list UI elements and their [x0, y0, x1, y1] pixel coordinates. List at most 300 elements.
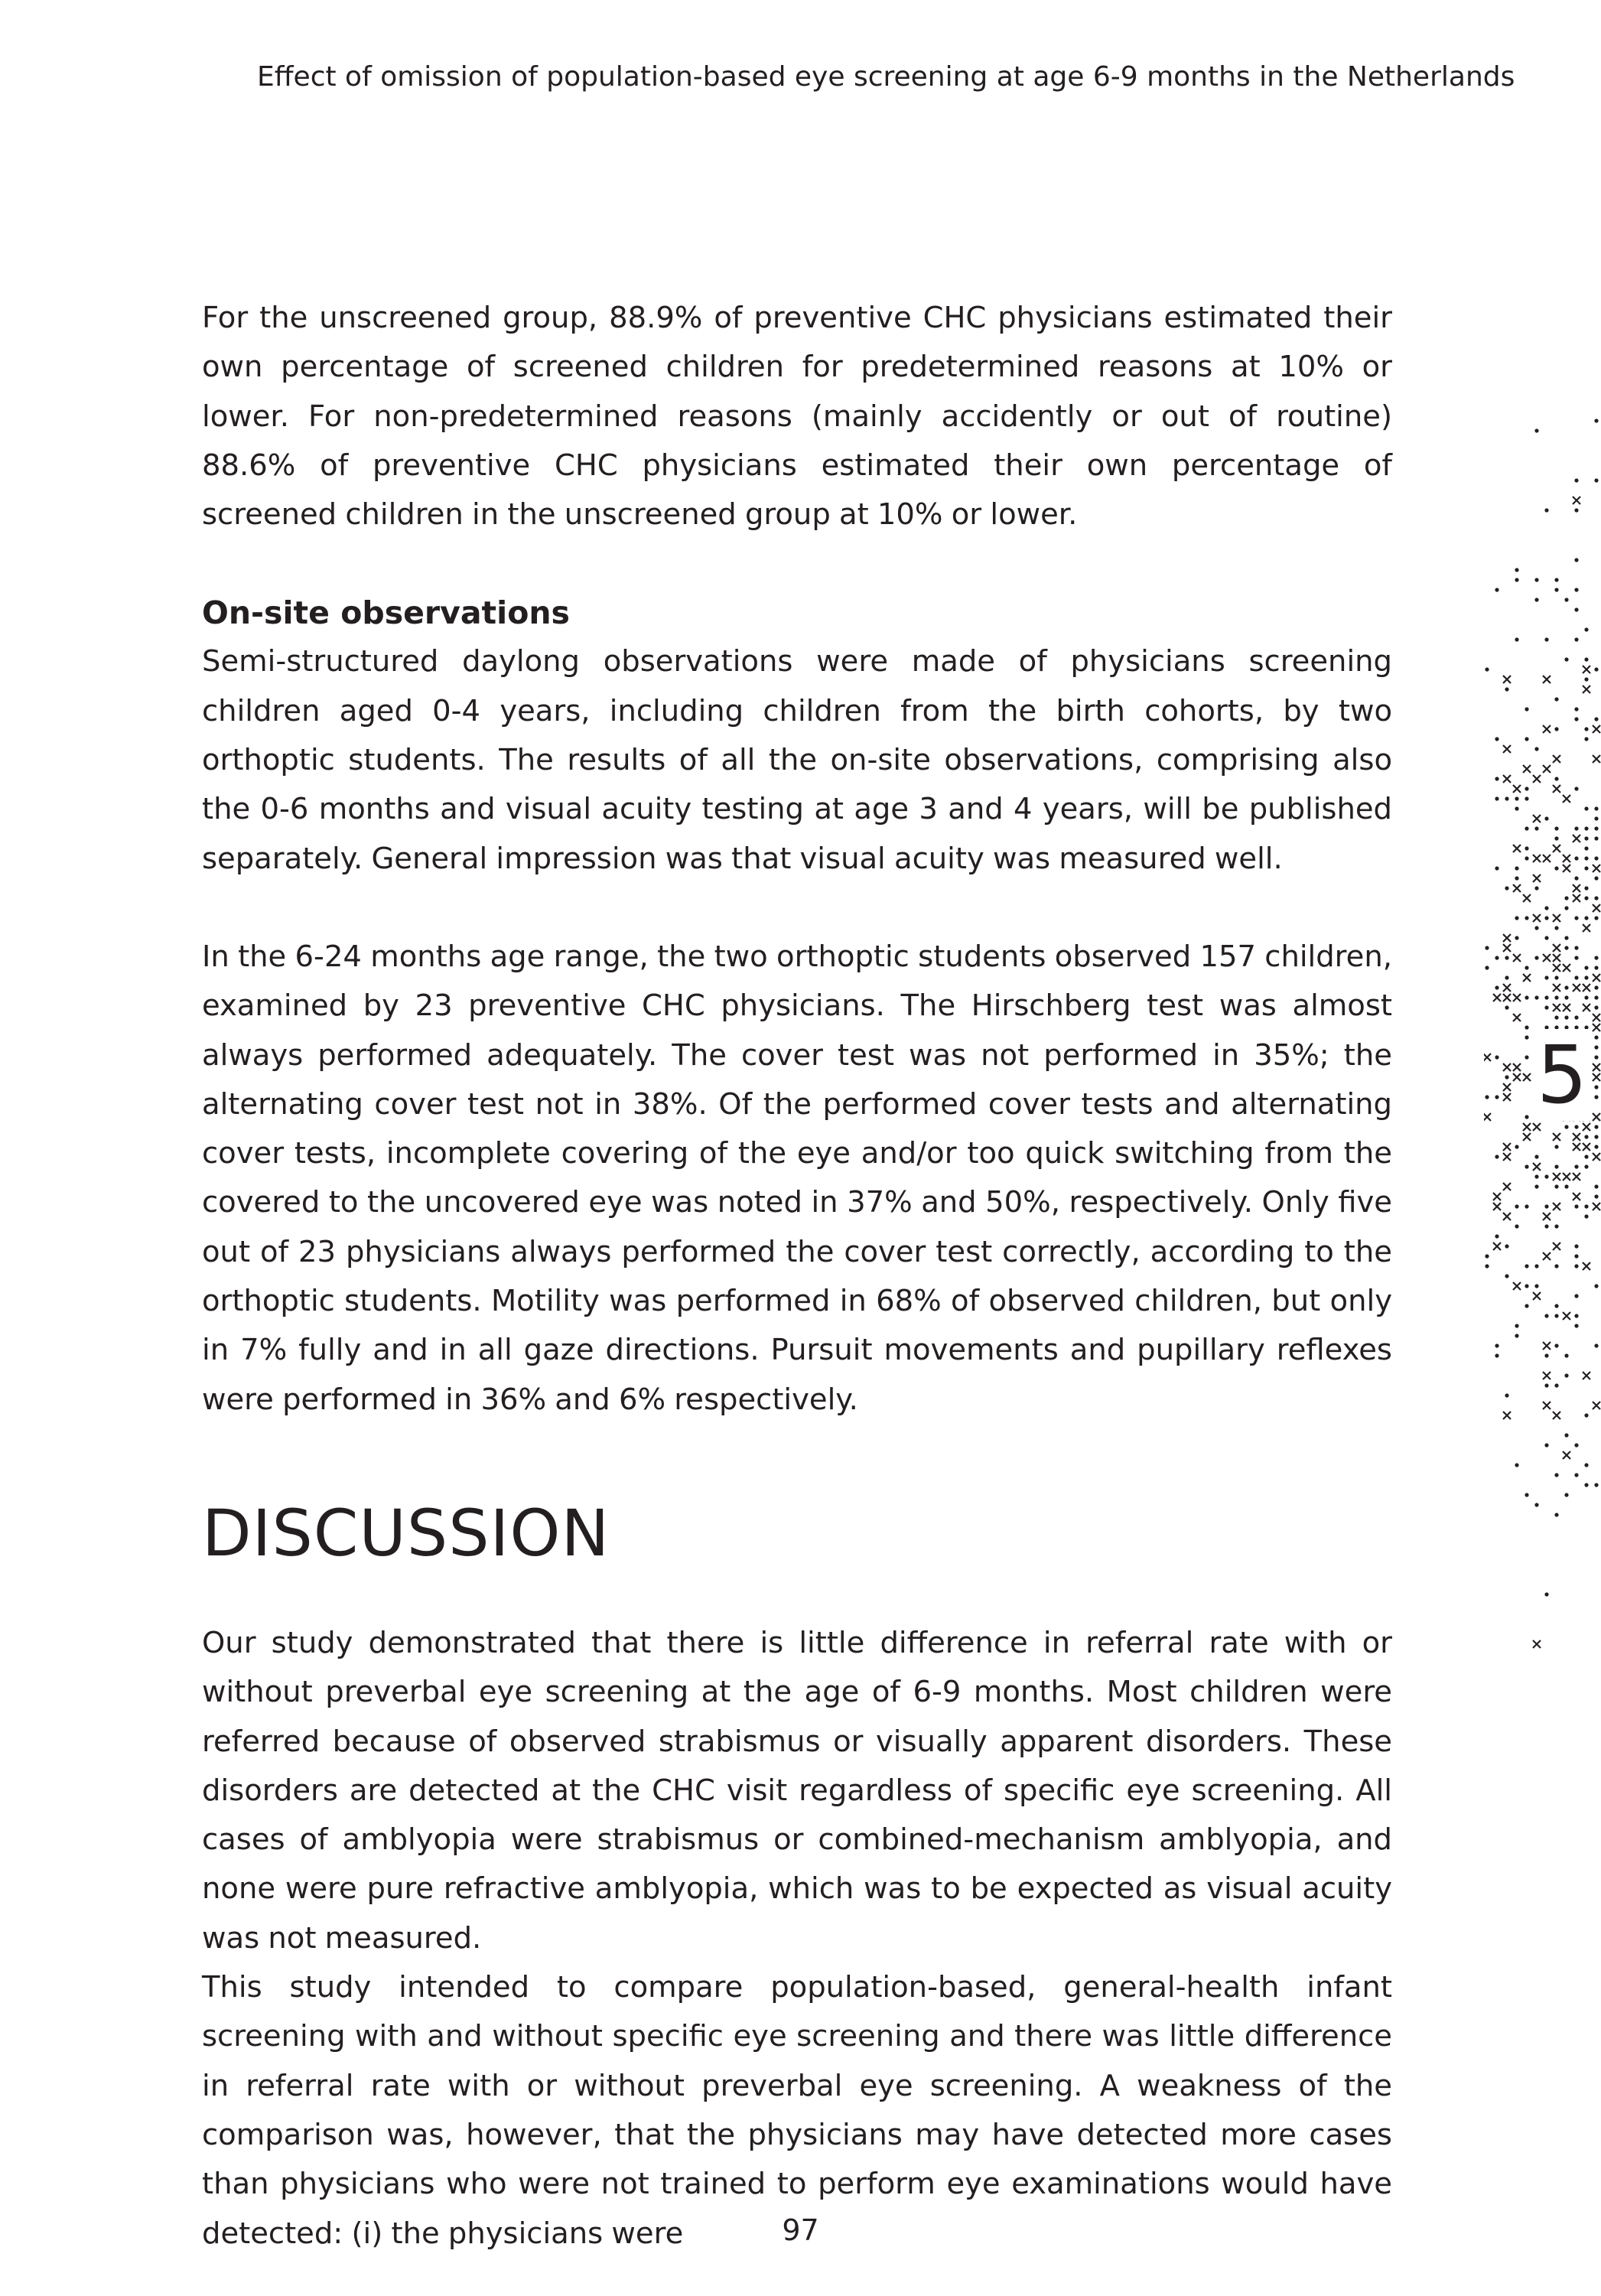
pattern-cross	[1583, 686, 1590, 693]
pattern-dot	[1495, 777, 1498, 780]
pattern-dot	[1515, 936, 1518, 940]
pattern-cross	[1553, 944, 1560, 952]
pattern-dot	[1594, 826, 1598, 830]
pattern-cross	[1493, 1193, 1501, 1200]
pattern-cross	[1593, 904, 1600, 912]
pattern-dot	[1564, 995, 1568, 999]
pattern-dot	[1544, 975, 1548, 979]
pattern-dot	[1485, 1264, 1489, 1268]
pattern-dot	[1485, 1254, 1489, 1258]
pattern-dot	[1534, 1184, 1538, 1188]
pattern-dot	[1534, 428, 1538, 432]
pattern-dot	[1574, 1015, 1578, 1019]
pattern-cross	[1593, 1402, 1600, 1409]
pattern-dot	[1564, 1373, 1568, 1377]
pattern-cross	[1533, 874, 1541, 882]
pattern-dot	[1594, 1085, 1598, 1089]
pattern-cross	[1493, 994, 1501, 1001]
pattern-cross	[1563, 1312, 1570, 1320]
pattern-cross	[1553, 785, 1560, 793]
pattern-cross	[1583, 1372, 1590, 1379]
pattern-dot	[1564, 896, 1568, 900]
pattern-cross	[1553, 845, 1560, 852]
pattern-dot	[1554, 697, 1558, 701]
pattern-dot	[1485, 966, 1489, 969]
pattern-cross	[1563, 865, 1570, 872]
pattern-dot	[1544, 1592, 1548, 1596]
pattern-cross	[1573, 1133, 1580, 1141]
pattern-dot	[1554, 1473, 1558, 1477]
section-gap	[202, 1425, 1392, 1495]
pattern-cross	[1543, 725, 1551, 733]
pattern-dot	[1584, 1135, 1588, 1138]
pattern-cross	[1513, 1282, 1521, 1290]
pattern-dot	[1564, 598, 1568, 601]
pattern-cross	[1513, 884, 1521, 892]
pattern-dot	[1534, 1503, 1538, 1506]
pattern-dot	[1594, 717, 1598, 721]
pattern-dot	[1594, 856, 1598, 860]
pattern-cross	[1503, 1412, 1511, 1419]
pattern-cross	[1553, 954, 1560, 962]
pattern-dot	[1554, 777, 1558, 780]
pattern-dot	[1525, 1025, 1528, 1029]
pattern-dot	[1515, 876, 1518, 880]
pattern-dot	[1594, 816, 1598, 820]
pattern-dot	[1554, 866, 1558, 870]
pattern-cross	[1503, 934, 1511, 942]
pattern-cross	[1484, 1054, 1491, 1061]
pattern-dot	[1534, 826, 1538, 830]
pattern-dot	[1594, 1284, 1598, 1288]
pattern-dot	[1515, 1145, 1518, 1148]
pattern-dot	[1495, 1155, 1498, 1158]
pattern-dot	[1495, 1234, 1498, 1238]
pattern-dot	[1554, 1513, 1558, 1516]
pattern-cross	[1563, 1004, 1570, 1011]
pattern-dot	[1594, 966, 1598, 969]
pattern-dot	[1505, 956, 1508, 959]
pattern-dot	[1554, 1343, 1558, 1347]
pattern-dot	[1594, 478, 1598, 482]
pattern-cross	[1583, 1004, 1590, 1011]
pattern-cross	[1523, 765, 1531, 773]
pattern-dot	[1515, 1334, 1518, 1337]
pattern-dot	[1554, 588, 1558, 591]
pattern-dot	[1554, 995, 1558, 999]
pattern-dot	[1574, 876, 1578, 880]
pattern-cross	[1553, 755, 1560, 763]
pattern-dot	[1594, 667, 1598, 671]
pattern-cross	[1583, 984, 1590, 992]
pattern-dot	[1594, 995, 1598, 999]
pattern-dot	[1534, 1155, 1538, 1158]
pattern-dot	[1495, 796, 1498, 800]
paragraph-observations: Semi-structured daylong observations were made of physicians screening children aged 0-4 years, including children from the birth cohorts, by two orthoptic students. The results of all the on-site observations, comprising also the 0-6 months and visual acuity testing at age 3 and 4 years, will be published separately. General impression was that visual acuity was measured well.	[202, 644, 1392, 876]
pattern-dot	[1574, 637, 1578, 641]
pattern-dot	[1594, 418, 1598, 422]
pattern-dot	[1594, 1045, 1598, 1049]
pattern-cross	[1593, 1024, 1600, 1031]
pattern-dot	[1515, 1204, 1518, 1208]
pattern-dot	[1544, 1314, 1548, 1317]
pattern-dot	[1534, 956, 1538, 959]
pattern-dot	[1525, 1493, 1528, 1496]
pattern-dot	[1505, 796, 1508, 800]
pattern-cross	[1533, 1292, 1541, 1300]
pattern-dot	[1584, 677, 1588, 681]
pattern-dot	[1554, 836, 1558, 840]
pattern-dot	[1584, 886, 1588, 890]
pattern-dot	[1574, 946, 1578, 949]
pattern-dot	[1584, 826, 1588, 830]
pattern-dot	[1525, 826, 1528, 830]
pattern-dot	[1534, 926, 1538, 930]
pattern-cross	[1593, 1203, 1600, 1210]
pattern-dot	[1544, 916, 1548, 920]
pattern-dot	[1594, 1184, 1598, 1188]
paragraph-gap	[202, 539, 1392, 588]
pattern-dot	[1554, 1383, 1558, 1387]
pattern-cross	[1563, 1451, 1570, 1459]
pattern-dot	[1495, 866, 1498, 870]
pattern-dot	[1564, 1184, 1568, 1188]
pattern-cross	[1553, 1133, 1560, 1141]
pattern-cross	[1583, 924, 1590, 932]
pattern-dot	[1544, 816, 1548, 820]
pattern-cross	[1543, 954, 1551, 962]
pattern-cross	[1503, 1063, 1511, 1071]
pattern-dot	[1525, 1304, 1528, 1308]
pattern-dot	[1584, 836, 1588, 840]
pattern-cross	[1513, 1014, 1521, 1021]
pattern-dot	[1574, 956, 1578, 959]
pattern-dot	[1574, 916, 1578, 920]
pattern-cross	[1513, 785, 1521, 793]
pattern-dot	[1495, 985, 1498, 989]
pattern-cross	[1593, 1113, 1600, 1121]
pattern-dot	[1574, 1294, 1578, 1298]
pattern-dot	[1525, 707, 1528, 711]
pattern-dot	[1574, 826, 1578, 830]
pattern-cross	[1533, 815, 1541, 822]
pattern-dot	[1584, 995, 1588, 999]
pattern-dot	[1574, 1125, 1578, 1128]
pattern-dot	[1574, 1204, 1578, 1208]
pattern-cross	[1583, 1262, 1590, 1270]
pattern-dot	[1554, 727, 1558, 731]
pattern-cross	[1503, 1093, 1511, 1101]
pattern-dot	[1544, 1443, 1548, 1447]
paragraph-discussion-1: Our study demonstrated that there is little difference in referral rate with or without preverbal eye screening at the age of 6-9 months. Most children were referred because of observed strabismus or visually apparent disorders. These disorders are detected at the CHC visit regardless of specific eye screening. All cases of amblyopia were strabismus or combined-mechanism amblyopia, and none were pure refractive amblyopia, which was to be expected as visual acuity was not measured.	[202, 1625, 1392, 1956]
pattern-cross	[1533, 1163, 1541, 1171]
pattern-dot	[1525, 1164, 1528, 1168]
pattern-dot	[1544, 1174, 1548, 1178]
pattern-dot	[1594, 1005, 1598, 1009]
pattern-cross	[1503, 994, 1511, 1001]
pattern-cross	[1573, 984, 1580, 992]
pattern-dot	[1534, 995, 1538, 999]
pattern-dot	[1525, 1055, 1528, 1059]
pattern-dot	[1584, 1155, 1588, 1158]
pattern-dot	[1574, 508, 1578, 512]
pattern-cross	[1593, 755, 1600, 763]
section-title-discussion: DISCUSSION	[202, 1495, 610, 1571]
pattern-cross	[1543, 676, 1551, 683]
pattern-dot	[1564, 657, 1568, 661]
pattern-dot	[1564, 936, 1568, 940]
pattern-dot	[1515, 1463, 1518, 1467]
pattern-dot	[1574, 1473, 1578, 1477]
pattern-dot	[1574, 1314, 1578, 1317]
pattern-dot	[1574, 588, 1578, 591]
pattern-dot	[1574, 717, 1578, 721]
pattern-dot	[1584, 1214, 1588, 1218]
pattern-cross	[1543, 1372, 1551, 1379]
pattern-dot	[1515, 796, 1518, 800]
pattern-cross	[1593, 725, 1600, 733]
chapter-number: 5	[1532, 1029, 1592, 1121]
pattern-cross	[1513, 994, 1521, 1001]
pattern-dot	[1554, 1015, 1558, 1019]
pattern-cross	[1583, 1123, 1590, 1131]
pattern-cross	[1523, 894, 1531, 902]
pattern-dot	[1544, 1383, 1548, 1387]
pattern-dot	[1574, 1264, 1578, 1268]
pattern-dot	[1505, 1005, 1508, 1009]
pattern-cross	[1543, 1252, 1551, 1260]
pattern-dot	[1574, 478, 1578, 482]
pattern-dot	[1594, 916, 1598, 920]
pattern-cross	[1593, 865, 1600, 872]
pattern-cross	[1543, 1402, 1551, 1409]
pattern-dot	[1544, 995, 1548, 999]
pattern-dot	[1525, 737, 1528, 741]
pattern-dot	[1584, 916, 1588, 920]
pattern-dot	[1574, 975, 1578, 979]
paragraph-age-range-results: In the 6-24 months age range, the two orthoptic students observed 157 children, examined by 23 preventive CHC physicians. The Hirschberg test was almost always performed adequately. The cover test was not performed in 35%; the alternating cover test not in 38%. Of the performed cover tests and alternating cover tests, incomplete covering of the eye and/or too quick switching from the covered to the uncovered eye was noted in 37% and 50%, respectively. Only five out of 23 physicians always performed the cover test correctly, according to the orthoptic students. Motility was performed in 68% of observed children, but only in 7% fully and in all gaze directions. Pursuit movements and pupillary reflexes were performed in 36% and 6% respectively.	[202, 939, 1392, 1417]
pattern-dot	[1534, 598, 1538, 601]
pattern-cross	[1523, 1133, 1531, 1141]
pattern-cross	[1533, 775, 1541, 783]
pattern-cross	[1503, 1083, 1511, 1091]
pattern-dot	[1584, 1483, 1588, 1487]
pattern-dot	[1584, 627, 1588, 631]
pattern-dot	[1554, 1314, 1558, 1317]
pattern-cross	[1523, 1123, 1531, 1131]
pattern-cross	[1563, 795, 1570, 803]
pattern-dot	[1525, 1284, 1528, 1288]
pattern-dot	[1544, 637, 1548, 641]
pattern-dot	[1594, 1035, 1598, 1039]
pattern-dot	[1525, 787, 1528, 790]
pattern-cross	[1533, 1123, 1541, 1131]
pattern-dot	[1515, 806, 1518, 810]
pattern-dot	[1534, 1264, 1538, 1268]
pattern-cross	[1543, 1342, 1551, 1350]
pattern-dot	[1505, 975, 1508, 979]
running-header: Effect of omission of population-based eye screening at age 6-9 months in the Netherlands	[257, 61, 1515, 93]
pattern-dot	[1584, 1413, 1588, 1417]
main-text	[202, 294, 1392, 2259]
pattern-dot	[1544, 1204, 1548, 1208]
pattern-dot	[1594, 1055, 1598, 1059]
page-number: 97	[782, 2213, 819, 2247]
pattern-cross	[1484, 1113, 1491, 1121]
pattern-dot	[1574, 1254, 1578, 1258]
pattern-cross	[1493, 1242, 1501, 1250]
pattern-cross	[1583, 1143, 1590, 1151]
pattern-dot	[1525, 966, 1528, 969]
pattern-cross	[1563, 1173, 1570, 1181]
pattern-dot	[1525, 856, 1528, 860]
pattern-dot	[1505, 1244, 1508, 1248]
pattern-dot	[1554, 1224, 1558, 1228]
pattern-cross	[1503, 1143, 1511, 1151]
pattern-cross	[1503, 944, 1511, 952]
pattern-dot	[1594, 1483, 1598, 1487]
pattern-dot	[1584, 1463, 1588, 1467]
pattern-cross	[1513, 1073, 1521, 1081]
pattern-dot	[1584, 1164, 1588, 1168]
pattern-dot	[1544, 906, 1548, 910]
pattern-cross	[1493, 1203, 1501, 1210]
pattern-dot	[1505, 687, 1508, 691]
pattern-dot	[1515, 568, 1518, 572]
pattern-dot	[1525, 916, 1528, 920]
pattern-cross	[1573, 835, 1580, 842]
pattern-dot	[1594, 896, 1598, 900]
pattern-dot	[1554, 1304, 1558, 1308]
pattern-dot	[1534, 1284, 1538, 1288]
pattern-dot	[1515, 1224, 1518, 1228]
pattern-dot	[1495, 1095, 1498, 1099]
pattern-dot	[1594, 806, 1598, 810]
pattern-dot	[1594, 876, 1598, 880]
pattern-dot	[1574, 856, 1578, 860]
pattern-dot	[1564, 1015, 1568, 1019]
pattern-dot	[1574, 707, 1578, 711]
pattern-dot	[1574, 558, 1578, 562]
pattern-dot	[1505, 1075, 1508, 1079]
pattern-dot	[1574, 1164, 1578, 1168]
pattern-dot	[1574, 1443, 1578, 1447]
pattern-cross	[1523, 1073, 1531, 1081]
pattern-dot	[1594, 836, 1598, 840]
pattern-dot	[1485, 667, 1489, 671]
pattern-dot	[1525, 1115, 1528, 1119]
pattern-cross	[1533, 855, 1541, 862]
pattern-dot	[1584, 856, 1588, 860]
pattern-dot	[1534, 747, 1538, 751]
paragraph-gap	[202, 884, 1392, 933]
pattern-dot	[1564, 1433, 1568, 1437]
pattern-dot	[1564, 946, 1568, 949]
pattern-cross	[1503, 1153, 1511, 1161]
pattern-dot	[1515, 637, 1518, 641]
pattern-cross	[1563, 855, 1570, 862]
pattern-dot	[1525, 995, 1528, 999]
subheading-on-site-observations: On-site observations	[202, 594, 570, 632]
pattern-cross	[1573, 497, 1580, 504]
pattern-dot	[1554, 1264, 1558, 1268]
pattern-dot	[1495, 1055, 1498, 1059]
pattern-dot	[1584, 966, 1588, 969]
pattern-dot	[1485, 1095, 1489, 1099]
pattern-dot	[1534, 1174, 1538, 1178]
pattern-dot	[1554, 826, 1558, 830]
pattern-dot	[1584, 846, 1588, 850]
pattern-dot	[1594, 956, 1598, 959]
pattern-dot	[1564, 1353, 1568, 1357]
pattern-dot	[1505, 1274, 1508, 1278]
pattern-dot	[1574, 1244, 1578, 1248]
pattern-cross	[1553, 1412, 1560, 1419]
pattern-dot	[1584, 806, 1588, 810]
pattern-dot	[1564, 1493, 1568, 1496]
pattern-cross	[1543, 855, 1551, 862]
pattern-cross	[1513, 845, 1521, 852]
pattern-dot	[1554, 926, 1558, 930]
pattern-dot	[1534, 578, 1538, 581]
pattern-cross	[1573, 1173, 1580, 1181]
pattern-dot	[1554, 975, 1558, 979]
pattern-dot	[1564, 985, 1568, 989]
pattern-dot	[1505, 886, 1508, 890]
pattern-dot	[1544, 1005, 1548, 1009]
pattern-cross	[1593, 1153, 1600, 1161]
pattern-dot	[1544, 1224, 1548, 1228]
pattern-dot	[1554, 1164, 1558, 1168]
pattern-dot	[1485, 946, 1489, 949]
section-gap	[202, 1571, 1392, 1619]
pattern-cross	[1553, 984, 1560, 992]
pattern-cross	[1593, 1063, 1600, 1071]
pattern-cross	[1523, 974, 1531, 982]
pattern-dot	[1564, 906, 1568, 910]
pattern-dot	[1495, 588, 1498, 591]
pattern-dot	[1584, 657, 1588, 661]
pattern-cross	[1503, 775, 1511, 783]
pattern-cross	[1553, 1004, 1560, 1011]
pattern-dot	[1554, 1145, 1558, 1148]
pattern-cross	[1563, 964, 1570, 972]
pattern-cross	[1553, 1173, 1560, 1181]
pattern-dot	[1594, 1343, 1598, 1347]
pattern-dot	[1534, 886, 1538, 890]
pattern-dot	[1584, 737, 1588, 741]
pattern-cross	[1503, 1213, 1511, 1220]
pattern-cross	[1573, 1143, 1580, 1151]
pattern-dot	[1515, 578, 1518, 581]
pattern-dot	[1525, 846, 1528, 850]
pattern-dot	[1584, 866, 1588, 870]
pattern-dot	[1594, 1145, 1598, 1148]
pattern-dot	[1594, 985, 1598, 989]
pattern-dot	[1574, 1324, 1578, 1327]
pattern-cross	[1593, 974, 1600, 982]
pattern-dot	[1564, 1125, 1568, 1128]
pattern-dot	[1574, 607, 1578, 611]
pattern-cross	[1573, 1193, 1580, 1200]
pattern-cross	[1513, 1063, 1521, 1071]
pattern-cross	[1503, 1183, 1511, 1190]
pattern-cross	[1503, 676, 1511, 683]
pattern-dot	[1515, 916, 1518, 920]
pattern-dot	[1594, 1125, 1598, 1128]
pattern-dot	[1515, 866, 1518, 870]
pattern-cross	[1553, 964, 1560, 972]
